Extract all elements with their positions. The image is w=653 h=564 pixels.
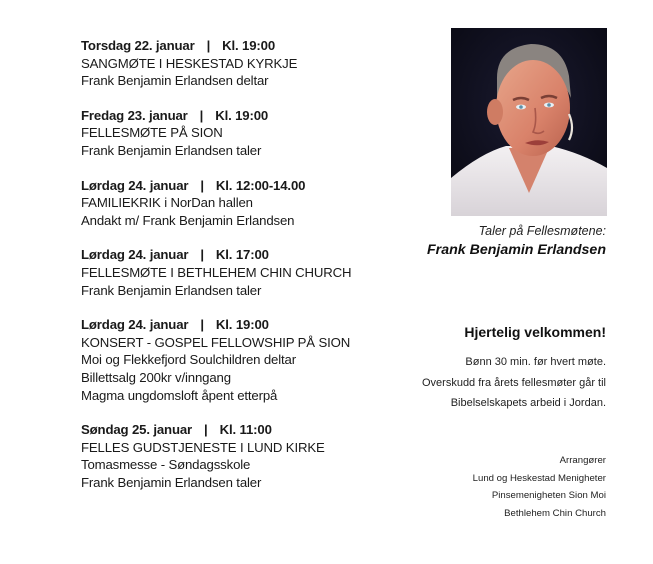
- event-time: Kl. 12:00-14.00: [215, 177, 306, 193]
- separator: |: [200, 247, 204, 263]
- event-heading: [81, 316, 421, 334]
- event-day: Søndag 25. januar: [81, 422, 193, 438]
- event-item: [81, 421, 421, 491]
- separator: |: [206, 38, 211, 53]
- separator: |: [199, 107, 204, 123]
- organizer-item: Pinsemenigheten Sion Moi: [491, 490, 606, 501]
- speaker-photo: [451, 28, 607, 216]
- event-time: Kl. 11:00: [219, 422, 272, 438]
- separator: |: [200, 177, 204, 193]
- info-line: Bønn 30 min. før hvert møte.: [465, 356, 606, 368]
- event-detail: Frank Benjamin Erlandsen deltar: [81, 73, 269, 89]
- event-heading: [81, 107, 421, 125]
- event-day: Lørdag 24. januar: [81, 317, 189, 333]
- event-time: Kl. 19:00: [215, 107, 269, 123]
- organizer-item: Lund og Heskestad Menigheter: [472, 472, 606, 484]
- speaker-portrait-illustration: [451, 28, 607, 216]
- event-heading: [81, 421, 421, 439]
- speaker-caption-label: Taler på Fellesmøtene:: [478, 224, 606, 238]
- event-day: Torsdag 22. januar: [81, 38, 195, 53]
- event-item: [81, 246, 421, 299]
- organizers-block: [473, 452, 606, 522]
- event-time: Kl. 19:00: [215, 317, 269, 333]
- event-heading: [81, 246, 421, 264]
- event-detail: Moi og Flekkefjord Soulchildren deltar: [81, 352, 296, 368]
- separator: |: [204, 422, 208, 438]
- info-line: Bibelselskapets arbeid i Jordan.: [450, 397, 606, 409]
- event-detail: Magma ungdomsloft åpent etterpå: [81, 387, 278, 403]
- event-time: Kl. 17:00: [215, 247, 269, 263]
- event-day: Lørdag 24. januar: [81, 247, 189, 263]
- speaker-name: Frank Benjamin Erlandsen: [427, 242, 606, 258]
- event-time: Kl. 19:00: [222, 38, 276, 53]
- event-heading: [81, 37, 421, 55]
- event-schedule: [81, 37, 421, 508]
- event-detail: Tomasmesse - Søndagsskole: [81, 457, 251, 473]
- event-heading: [81, 177, 421, 195]
- welcome-heading: Hjertelig velkommen!: [464, 324, 606, 340]
- event-item: [81, 177, 421, 230]
- event-detail: Frank Benjamin Erlandsen taler: [81, 474, 262, 490]
- separator: |: [200, 317, 204, 333]
- event-item: [81, 37, 421, 90]
- event-detail: Billettsalg 200kr v/inngang: [81, 369, 231, 385]
- event-detail: Frank Benjamin Erlandsen taler: [81, 282, 262, 298]
- event-detail: Andakt m/ Frank Benjamin Erlandsen: [81, 212, 295, 228]
- event-title: FELLESMØTE PÅ SION: [81, 125, 223, 141]
- event-day: Fredag 23. januar: [81, 107, 188, 123]
- organizers-title: Arrangører: [559, 455, 606, 466]
- event-title: SANGMØTE I HESKESTAD KYRKJE: [81, 55, 298, 71]
- event-item: [81, 107, 421, 160]
- event-item: [81, 316, 421, 404]
- event-title: FELLESMØTE I BETHLEHEM CHIN CHURCH: [81, 264, 352, 280]
- event-title: FAMILIEKRIK i NorDan hallen: [81, 195, 253, 211]
- event-day: Lørdag 24. januar: [81, 177, 189, 193]
- event-title: KONSERT - GOSPEL FELLOWSHIP PÅ SION: [81, 334, 351, 350]
- organizer-item: Bethlehem Chin Church: [504, 507, 606, 519]
- info-line: Overskudd fra årets fellesmøter går til: [421, 376, 606, 389]
- event-detail: Frank Benjamin Erlandsen taler: [81, 142, 262, 158]
- event-title: FELLES GUDSTJENESTE I LUND KIRKE: [81, 439, 325, 455]
- info-block: [422, 352, 606, 414]
